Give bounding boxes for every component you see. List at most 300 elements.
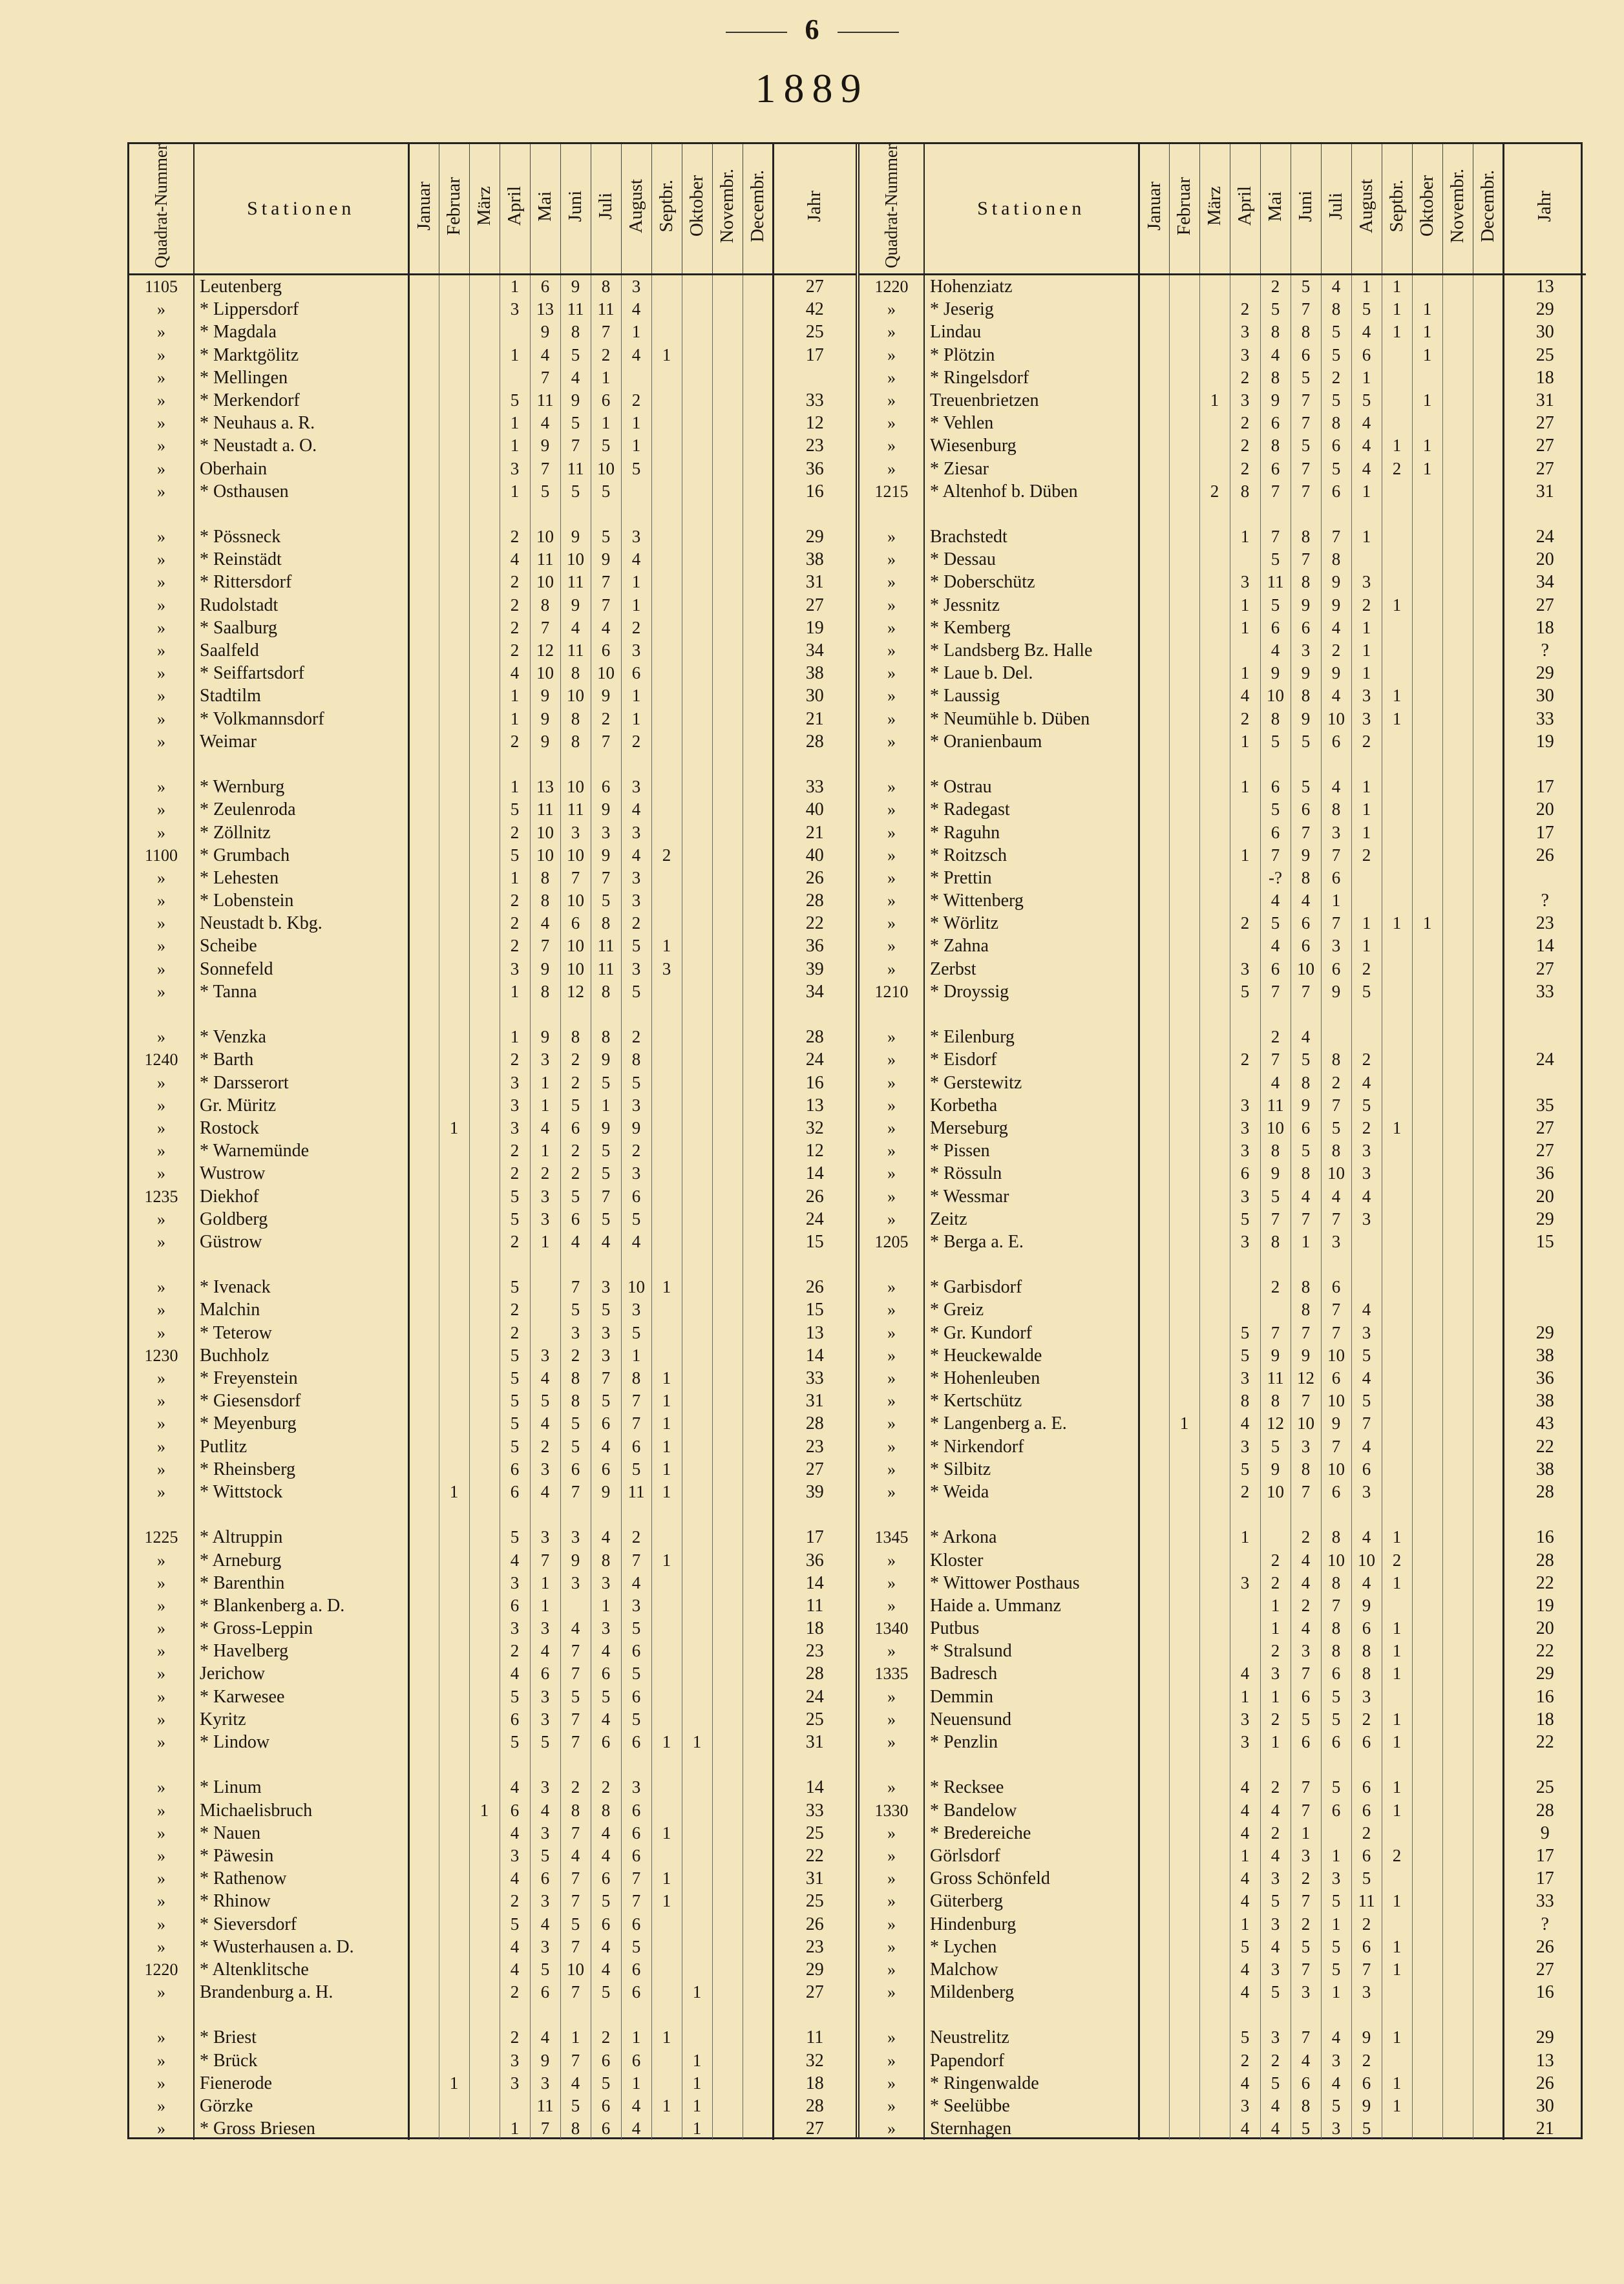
month-cell: 5 [621, 1322, 651, 1344]
month-cell: 5 [1351, 1344, 1382, 1367]
table-row [129, 1912, 856, 1935]
month-cell [439, 1503, 469, 1526]
month-cell [651, 1208, 682, 1231]
month-cell [682, 1481, 712, 1503]
month-cell [1291, 1003, 1321, 1026]
month-cell: 7 [591, 594, 621, 617]
year-total-cell: 11 [773, 2026, 856, 2049]
month-cell [1473, 1208, 1503, 1231]
table-row [859, 708, 1586, 730]
table-row [859, 821, 1586, 843]
month-cell [651, 798, 682, 821]
month-cell [1382, 1981, 1412, 2004]
month-cell [439, 1276, 469, 1298]
month-cell [1473, 525, 1503, 548]
table-row [129, 684, 856, 707]
table-row [129, 821, 856, 843]
month-cell [469, 958, 500, 980]
quadrat-cell: » [157, 1983, 165, 2002]
month-cell [712, 2095, 743, 2117]
year-total-cell: 33 [1503, 708, 1586, 730]
month-cell: 4 [560, 1845, 591, 1867]
month-cell [651, 2004, 682, 2026]
quadrat-cell: » [887, 1118, 896, 1137]
month-cell: 1 [1291, 1231, 1321, 1253]
month-cell: 5 [1291, 274, 1321, 298]
year-total-cell: 23 [773, 434, 856, 457]
table-row [859, 1026, 1586, 1048]
table-row [129, 1072, 856, 1094]
month-cell: 2 [500, 617, 530, 639]
month-cell [712, 708, 743, 730]
month-cell: 5 [591, 889, 621, 912]
month-cell: 9 [1291, 708, 1321, 730]
month-cell: 1 [1382, 1572, 1412, 1594]
month-cell [682, 684, 712, 707]
month-cell [1412, 1912, 1442, 1935]
month-cell [1473, 1139, 1503, 1162]
month-cell [1442, 1298, 1473, 1321]
month-cell [682, 889, 712, 912]
month-cell: 2 [1230, 2049, 1260, 2072]
month-cell [1139, 1640, 1169, 1662]
month-cell [1473, 1117, 1503, 1139]
month-cell [1199, 503, 1230, 525]
month-cell [1199, 1503, 1230, 1526]
month-cell [743, 1298, 773, 1321]
month-cell [1473, 2117, 1503, 2140]
month-cell [1169, 1981, 1199, 2004]
month-cell: 1 [1382, 1662, 1412, 1685]
month-cell: 10 [1321, 1162, 1351, 1185]
month-cell [408, 1640, 439, 1662]
station-cell: Demmin [924, 1686, 1139, 1708]
month-cell [500, 2095, 530, 2117]
month-cell: 9 [591, 1117, 621, 1139]
month-cell: 3 [560, 821, 591, 843]
station-cell [924, 1003, 1139, 1026]
table-row [859, 2026, 1586, 2049]
month-cell [1199, 980, 1230, 1003]
month-cell [1382, 1458, 1412, 1481]
month-cell [682, 958, 712, 980]
month-cell [1442, 1344, 1473, 1367]
month-cell: 3 [530, 1686, 560, 1708]
month-cell: 9 [1321, 980, 1351, 1003]
month-cell: 11 [591, 298, 621, 321]
month-cell [439, 1139, 469, 1162]
month-cell [1412, 1185, 1442, 1207]
year-total-cell: 26 [773, 1185, 856, 1207]
month-cell [712, 1139, 743, 1162]
month-cell: 6 [591, 2095, 621, 2117]
month-cell [1412, 1958, 1442, 1981]
month-cell [469, 1526, 500, 1549]
month-cell [1442, 708, 1473, 730]
month-cell [1139, 594, 1169, 617]
table-row [129, 548, 856, 571]
month-cell: 6 [1321, 1799, 1351, 1822]
month-cell [1169, 1731, 1199, 1753]
month-cell [1412, 1367, 1442, 1390]
year-total-cell: 28 [773, 1412, 856, 1435]
month-cell: 5 [500, 1526, 530, 1549]
month-cell [1169, 2072, 1199, 2095]
month-cell [712, 1048, 743, 1071]
month-cell [1442, 958, 1473, 980]
month-cell [1473, 2004, 1503, 2026]
month-cell [469, 798, 500, 821]
month-cell [743, 617, 773, 639]
month-cell [1442, 1890, 1473, 1912]
month-cell: 2 [500, 1640, 530, 1662]
station-cell: * Nirkendorf [924, 1435, 1139, 1458]
month-cell: 5 [560, 412, 591, 434]
month-cell: 4 [1291, 1572, 1321, 1594]
month-cell [1412, 480, 1442, 503]
month-cell [682, 298, 712, 321]
month-cell [1351, 1503, 1382, 1526]
month-cell [1199, 1026, 1230, 1048]
quadrat-cell: » [157, 1095, 165, 1115]
month-cell [1473, 1640, 1503, 1662]
month-cell [1412, 2117, 1442, 2140]
quadrat-cell: 1235 [144, 1187, 178, 1206]
month-cell [408, 298, 439, 321]
month-cell [1321, 1026, 1351, 1048]
month-cell [408, 844, 439, 867]
quadrat-cell: » [157, 573, 165, 592]
table-row [129, 1344, 856, 1367]
month-cell [1412, 1572, 1442, 1594]
month-cell: 7 [1291, 457, 1321, 480]
month-cell [408, 1094, 439, 1117]
quadrat-cell: » [887, 891, 896, 911]
month-cell [1382, 1072, 1412, 1094]
table-row [129, 571, 856, 593]
month-cell [712, 1731, 743, 1753]
month-cell [439, 2117, 469, 2140]
month-cell: 4 [1291, 1185, 1321, 1207]
month-cell [1382, 1003, 1412, 1026]
year-total-cell [773, 2004, 856, 2026]
month-cell [1473, 2072, 1503, 2095]
table-row [129, 298, 856, 321]
month-cell: 7 [1321, 1435, 1351, 1458]
quadrat-cell: » [887, 414, 896, 433]
month-cell: 1 [530, 1072, 560, 1094]
month-cell [1169, 1322, 1199, 1344]
month-cell: 2 [1321, 1072, 1351, 1094]
station-cell: Fienerode [194, 2072, 408, 2095]
station-cell: * Roitzsch [924, 844, 1139, 867]
quadrat-cell: » [887, 459, 896, 478]
month-cell [469, 753, 500, 776]
month-cell [1412, 1981, 1442, 2004]
month-cell: 11 [560, 798, 591, 821]
month-cell [530, 1753, 560, 1776]
month-cell: 4 [530, 1640, 560, 1662]
month-cell: 9 [1260, 1344, 1291, 1367]
quadrat-cell: » [887, 527, 896, 547]
month-cell [1169, 844, 1199, 867]
month-cell [651, 1776, 682, 1799]
month-cell [1199, 1208, 1230, 1231]
month-cell [1199, 1594, 1230, 1617]
station-cell: * Briest [194, 2026, 408, 2049]
month-cell: 1 [1382, 2026, 1412, 2049]
year-total-cell: 12 [773, 412, 856, 434]
month-cell [1351, 889, 1382, 912]
month-cell [1351, 1026, 1382, 1048]
month-cell: 2 [1230, 1481, 1260, 1503]
month-cell [469, 525, 500, 548]
month-cell [682, 1799, 712, 1822]
quadrat-cell: » [157, 2119, 165, 2139]
month-cell: 1 [621, 321, 651, 343]
quadrat-cell: » [157, 686, 165, 706]
month-cell [469, 776, 500, 798]
month-cell: 5 [591, 480, 621, 503]
station-cell: * Jessnitz [924, 594, 1139, 617]
month-cell [743, 1867, 773, 1890]
station-cell: * Darsserort [194, 1072, 408, 1094]
table-row [129, 776, 856, 798]
year-total-cell: 24 [773, 1686, 856, 1708]
month-cell [1351, 1003, 1382, 1026]
month-cell [1199, 1958, 1230, 1981]
station-cell: * Freyenstein [194, 1367, 408, 1390]
month-cell: 1 [439, 1481, 469, 1503]
table-row [859, 548, 1586, 571]
month-cell: 5 [1351, 389, 1382, 412]
month-cell [439, 1890, 469, 1912]
month-cell [743, 1481, 773, 1503]
station-cell: Treuenbrietzen [924, 389, 1139, 412]
month-cell [1412, 1640, 1442, 1662]
month-cell: 1 [1321, 889, 1351, 912]
month-cell [408, 1845, 439, 1867]
quadrat-cell: » [157, 1209, 165, 1229]
month-cell: 6 [1291, 912, 1321, 935]
page-number: 6 [0, 13, 1624, 46]
month-cell [1199, 1162, 1230, 1185]
month-cell: 7 [1351, 1958, 1382, 1981]
station-cell: Michaelisbruch [194, 1799, 408, 1822]
quadrat-cell: » [157, 1937, 165, 1956]
month-cell: 6 [591, 1412, 621, 1435]
station-cell: * Barth [194, 1048, 408, 1071]
month-cell: 4 [530, 1412, 560, 1435]
month-cell [651, 1298, 682, 1321]
month-cell [439, 1026, 469, 1048]
month-cell: 6 [621, 1799, 651, 1822]
header-month: Mai [1260, 144, 1291, 274]
month-cell [712, 1686, 743, 1708]
month-cell: 1 [1382, 1708, 1412, 1731]
month-cell [1442, 912, 1473, 935]
month-cell: 3 [1351, 1981, 1382, 2004]
month-cell [439, 1936, 469, 1958]
month-cell [1412, 1208, 1442, 1231]
month-cell: 8 [560, 730, 591, 753]
month-cell [712, 1526, 743, 1549]
year-total-cell [1503, 1276, 1586, 1298]
month-cell [1442, 1662, 1473, 1685]
table-row [859, 1276, 1586, 1298]
month-cell [1382, 1298, 1412, 1321]
month-cell [743, 1117, 773, 1139]
month-cell [1473, 503, 1503, 525]
month-cell: 1 [530, 1231, 560, 1253]
month-cell: 1 [1351, 912, 1382, 935]
month-cell [1199, 844, 1230, 867]
month-cell: 5 [591, 1208, 621, 1231]
month-cell [743, 912, 773, 935]
month-cell: 4 [1260, 2117, 1291, 2140]
month-cell [439, 1208, 469, 1231]
month-cell [682, 1594, 712, 1617]
month-cell: 11 [1260, 1094, 1291, 1117]
month-cell [621, 366, 651, 389]
quadrat-cell: » [157, 1914, 165, 1934]
month-cell [1473, 889, 1503, 912]
month-cell [1412, 366, 1442, 389]
table-row [859, 366, 1586, 389]
year-total-cell: 27 [1503, 412, 1586, 434]
quadrat-cell: » [887, 323, 896, 342]
month-cell [1139, 366, 1169, 389]
month-cell [1169, 1003, 1199, 1026]
month-cell: 4 [1351, 457, 1382, 480]
month-cell [1473, 1822, 1503, 1845]
month-cell: 5 [560, 1298, 591, 1321]
year-total-cell: 39 [773, 958, 856, 980]
month-cell [408, 889, 439, 912]
month-cell [1442, 1072, 1473, 1094]
month-cell [1442, 1981, 1473, 2004]
station-cell: * Recksee [924, 1776, 1139, 1799]
month-cell [439, 1162, 469, 1185]
year-total-cell: 29 [1503, 1322, 1586, 1344]
month-cell [1473, 274, 1503, 298]
month-cell [743, 457, 773, 480]
month-cell [682, 1708, 712, 1731]
station-cell: Haide a. Ummanz [924, 1594, 1139, 1617]
month-cell [712, 1117, 743, 1139]
month-cell [439, 662, 469, 684]
month-cell [408, 980, 439, 1003]
month-cell: 4 [621, 548, 651, 571]
month-cell [1442, 1708, 1473, 1731]
year-total-cell: 25 [773, 321, 856, 343]
month-cell [682, 1867, 712, 1890]
station-cell: * Arkona [924, 1526, 1139, 1549]
month-cell [408, 935, 439, 957]
month-cell [1412, 1048, 1442, 1071]
month-cell [743, 1753, 773, 1776]
month-cell [1199, 1912, 1230, 1935]
month-cell [682, 753, 712, 776]
quadrat-cell: 1225 [144, 1528, 178, 1547]
month-cell [1473, 594, 1503, 617]
month-cell: 6 [1321, 1276, 1351, 1298]
month-cell [1199, 1822, 1230, 1845]
station-cell [924, 1253, 1139, 1276]
month-cell [651, 434, 682, 457]
month-cell: 4 [1351, 1072, 1382, 1094]
month-cell [1169, 412, 1199, 434]
month-cell [682, 366, 712, 389]
month-cell [439, 1686, 469, 1708]
month-cell [1321, 503, 1351, 525]
month-cell [1473, 1162, 1503, 1185]
month-cell [1382, 1276, 1412, 1298]
month-cell [1473, 684, 1503, 707]
month-cell: 7 [560, 1936, 591, 1958]
month-cell: 6 [500, 1594, 530, 1617]
month-cell: 3 [591, 1344, 621, 1367]
month-cell [469, 1390, 500, 1412]
month-cell [712, 2117, 743, 2140]
month-cell [408, 1981, 439, 2004]
month-cell [1382, 662, 1412, 684]
month-cell [1169, 1776, 1199, 1799]
month-cell [682, 389, 712, 412]
year-total-cell: 26 [1503, 2072, 1586, 2095]
month-cell [1382, 639, 1412, 662]
month-cell: 8 [621, 1048, 651, 1071]
month-cell [682, 480, 712, 503]
month-cell: 11 [560, 298, 591, 321]
month-cell: 1 [530, 1594, 560, 1617]
station-cell: Kyritz [194, 1708, 408, 1731]
month-cell: 4 [1230, 2117, 1260, 2140]
month-cell [1199, 1753, 1230, 1776]
month-cell: 2 [1260, 1822, 1291, 1845]
month-cell: 6 [1291, 617, 1321, 639]
month-cell [651, 571, 682, 593]
station-cell: * Pössneck [194, 525, 408, 548]
month-cell: 2 [1230, 1048, 1260, 1071]
month-cell [651, 2072, 682, 2095]
month-cell: 5 [621, 1936, 651, 1958]
month-cell [1442, 1686, 1473, 1708]
month-cell [1139, 344, 1169, 366]
table-row [129, 1481, 856, 1503]
month-cell [469, 662, 500, 684]
month-cell [1169, 753, 1199, 776]
year-total-cell: 25 [773, 1708, 856, 1731]
year-total-cell: 13 [1503, 274, 1586, 298]
quadrat-cell: » [157, 481, 165, 501]
month-cell: 1 [1321, 1981, 1351, 2004]
table-row [859, 1390, 1586, 1412]
month-cell: 4 [1291, 1549, 1321, 1571]
month-cell [712, 366, 743, 389]
month-cell [1139, 639, 1169, 662]
station-cell: * Sieversdorf [194, 1912, 408, 1935]
month-cell [1260, 1253, 1291, 1276]
month-cell: 6 [621, 1185, 651, 1207]
year-total-cell: 28 [1503, 1799, 1586, 1822]
year-total-cell [773, 753, 856, 776]
month-cell [1412, 1412, 1442, 1435]
month-cell [439, 798, 469, 821]
month-cell [408, 1253, 439, 1276]
table-row [129, 1367, 856, 1390]
station-cell: * Oranienbaum [924, 730, 1139, 753]
